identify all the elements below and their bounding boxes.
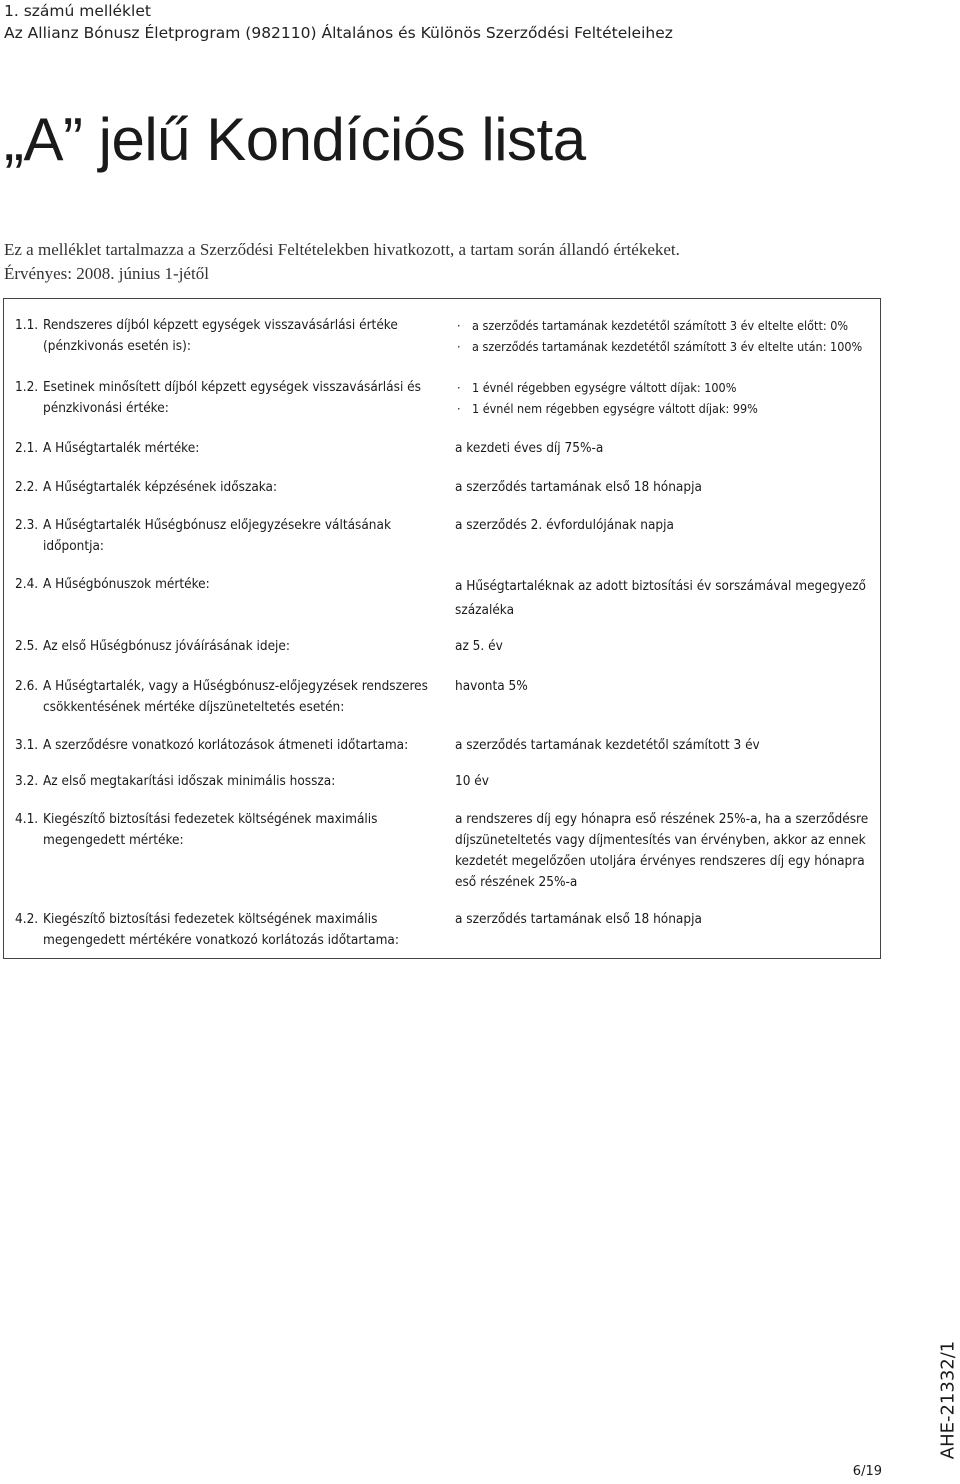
page-title: „A” jelű Kondíciós lista (4, 106, 586, 173)
row-value: a kezdeti éves díj 75%-a (455, 440, 604, 456)
row-label (15, 676, 447, 718)
row-label (15, 515, 447, 557)
row-label-text: Az első megtakarítási időszak minimális hossza: (43, 773, 336, 789)
row-label (15, 771, 447, 792)
row-label-text: Kiegészítő biztosítási fedezetek költségének maximális megengedett mértékére vonatkozó korlátozás időtartama: (43, 911, 399, 948)
row-number: 2.5. (15, 638, 39, 654)
row-number: 1.1. (15, 317, 39, 333)
list-item: · 1 évnél régebben egységre váltott díjak: 100% (455, 377, 875, 398)
bullet-icon: · (457, 339, 461, 354)
row-value: a szerződés tartamának kezdetétől számított 3 év (455, 737, 760, 753)
row-value: a Hűségtartaléknak az adott biztosítási év sorszámával megegyező százaléka (455, 578, 866, 618)
list-item: · a szerződés tartamának kezdetétől számított 3 év eltelte előtt: 0% (455, 315, 875, 336)
document-code (936, 1325, 960, 1475)
row-label-text: Kiegészítő biztosítási fedezetek költségének maximális megengedett mértéke: (43, 811, 378, 848)
row-label (15, 809, 447, 851)
row-label-text: A Hűségtartalék, vagy a Hűségbónusz-előjegyzések rendszeres csökkentésének mértéke díjszüneteltetés esetén: (43, 678, 428, 715)
row-label-text: A Hűségtartalék mértéke: (43, 440, 200, 456)
row-value: havonta 5% (455, 678, 528, 694)
row-value (455, 377, 875, 419)
row-number: 4.1. (15, 811, 39, 827)
row-number: 3.1. (15, 737, 39, 753)
document-code-text: AHE-21332/1 (937, 1340, 959, 1460)
bullet-icon: · (457, 401, 461, 416)
row-number: 1.2. (15, 379, 39, 395)
row-value: 10 év (455, 773, 489, 789)
bullet-icon: · (457, 380, 461, 395)
row-label-text: A Hűségbónuszok mértéke: (43, 576, 210, 592)
row-value: az 5. év (455, 638, 503, 654)
row-label-text: Rendszeres díjból képzett egységek visszavásárlási értéke (pénzkivonás esetén is): (43, 317, 398, 354)
row-number: 2.2. (15, 479, 39, 495)
row-number: 3.2. (15, 773, 39, 789)
row-label-text: Esetinek minősített díjból képzett egységek visszavásárlási és pénzkivonási értéke: (43, 379, 421, 416)
row-label (15, 574, 447, 595)
row-number: 2.3. (15, 517, 39, 533)
row-number: 2.6. (15, 678, 39, 694)
row-label (15, 636, 447, 657)
validity-line: Érvényes: 2008. június 1-jétől (4, 264, 209, 283)
row-value: a rendszeres díj egy hónapra eső részének 25%-a, ha a szerződésre díjszüneteltetés vagy díjmentesítés van érvényben, akkor az ennek kezdetét megelőzően utoljára érvényes rendszeres díj egy hónapra eső részének 25%-a (455, 811, 869, 890)
row-value (455, 315, 875, 357)
row-label-text: Az első Hűségbónusz jóváírásának ideje: (43, 638, 290, 654)
row-value: a szerződés tartamának első 18 hónapja (455, 911, 702, 927)
list-item: · 1 évnél nem régebben egységre váltott díjak: 99% (455, 398, 875, 419)
row-value: a szerződés 2. évfordulójának napja (455, 517, 674, 533)
page-number: 6/19 (852, 1464, 882, 1479)
row-value: a szerződés tartamának első 18 hónapja (455, 479, 702, 495)
annex-subtitle: Az Allianz Bónusz Életprogram (982110) Általános és Különös Szerződési Feltételeihez (4, 24, 673, 42)
row-label (15, 315, 447, 357)
list-item: · a szerződés tartamának kezdetétől számított 3 év eltelte után: 100% (455, 336, 875, 357)
condition-table (3, 298, 881, 959)
row-label (15, 909, 447, 951)
row-label (15, 438, 447, 459)
annex-number: 1. számú melléklet (4, 2, 151, 20)
row-number: 2.4. (15, 576, 39, 592)
row-label (15, 735, 447, 756)
bullet-icon: · (457, 318, 461, 333)
row-number: 4.2. (15, 911, 39, 927)
row-label (15, 477, 447, 498)
intro-line: Ez a melléklet tartalmazza a Szerződési Feltételekben hivatkozott, a tartam során állandó értékeket. (4, 240, 680, 259)
row-label (15, 377, 447, 419)
row-label-text: A Hűségtartalék képzésének időszaka: (43, 479, 278, 495)
row-label-text: A szerződésre vonatkozó korlátozások átmeneti időtartama: (43, 737, 409, 753)
row-number: 2.1. (15, 440, 39, 456)
row-label-text: A Hűségtartalék Hűségbónusz előjegyzésekre váltásának időpontja: (43, 517, 391, 554)
